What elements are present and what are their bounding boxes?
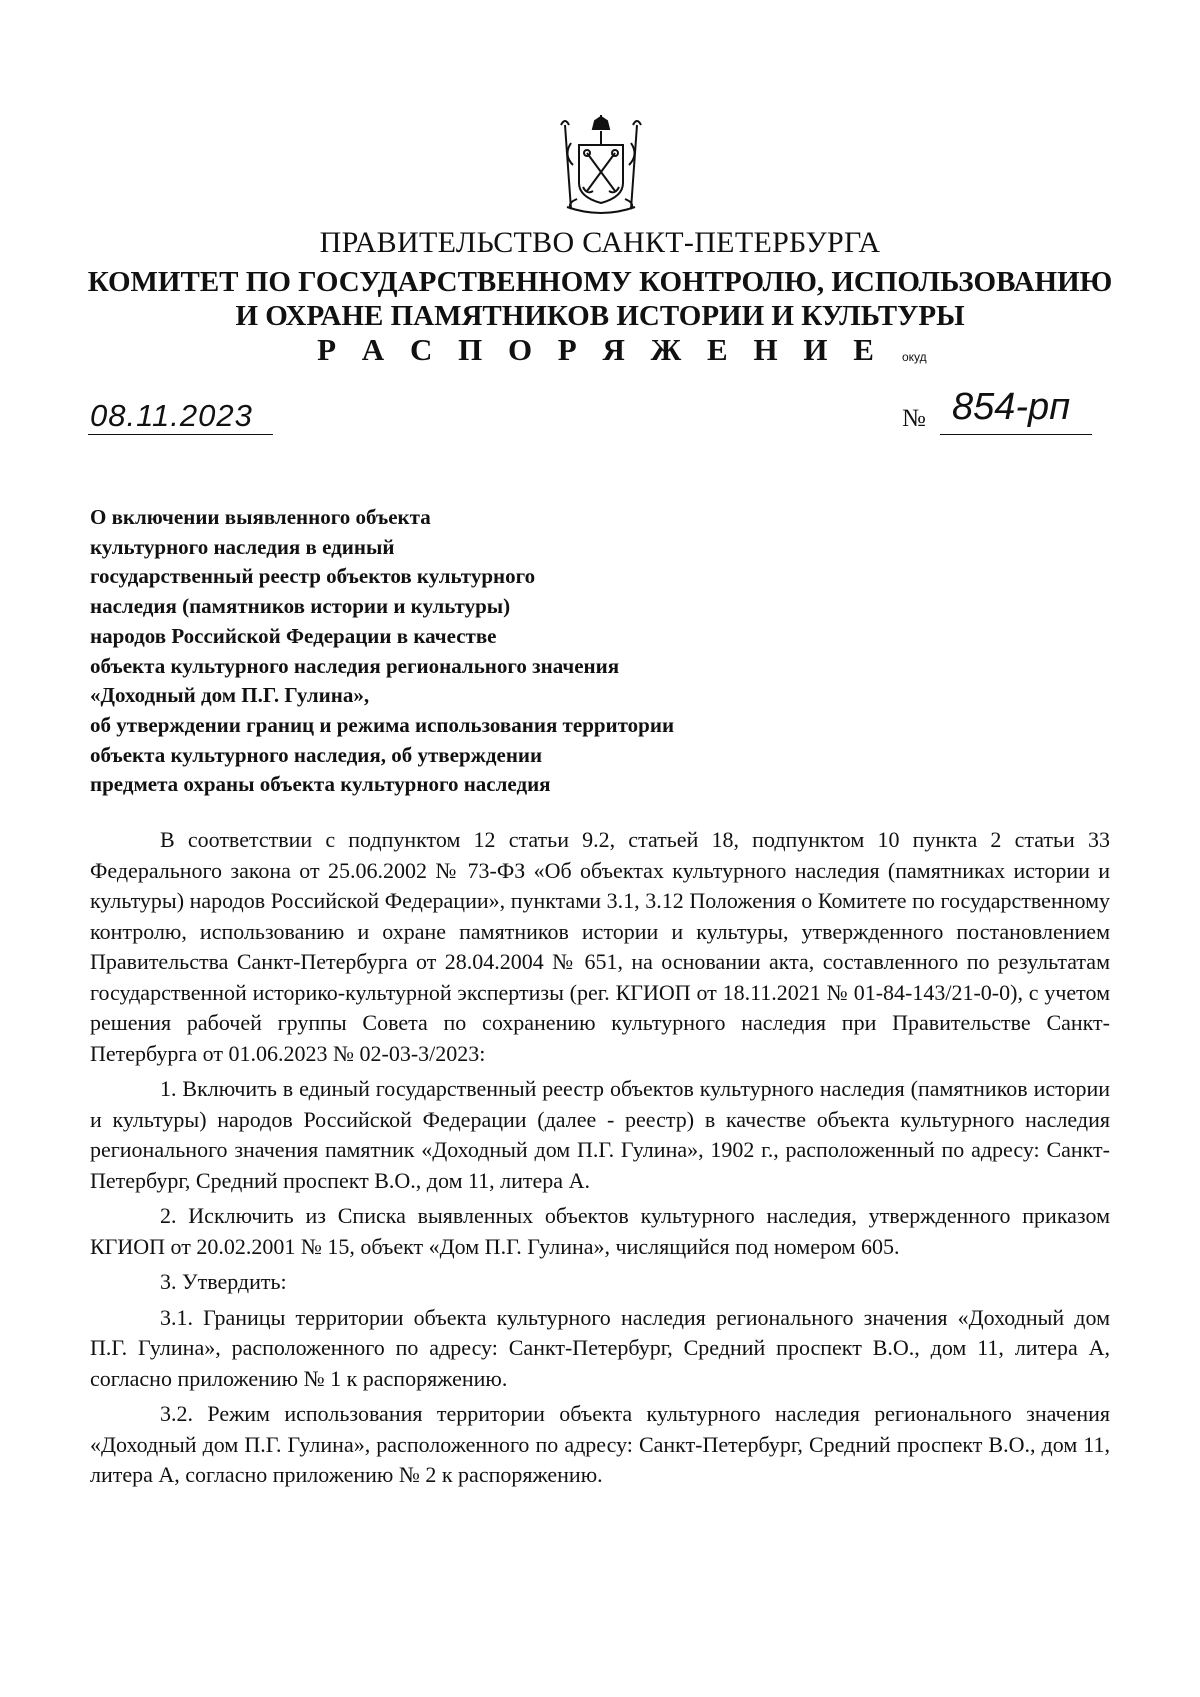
document-subject bbox=[90, 503, 850, 800]
subject-line: культурного наследия в единый bbox=[90, 534, 395, 559]
subject-line: объекта культурного наследия регионального значения bbox=[90, 653, 620, 678]
government-title: ПРАВИТЕЛЬСТВО САНКТ-ПЕТЕРБУРГА bbox=[319, 226, 881, 259]
committee-line-1: КОМИТЕТ ПО ГОСУДАРСТВЕННОМУ КОНТРОЛЮ, ИСПОЛЬЗОВАНИЮ bbox=[87, 266, 1113, 298]
okud-label: окуд bbox=[902, 350, 927, 364]
subject-line: народов Российской Федерации в качестве bbox=[90, 623, 497, 648]
document-body bbox=[90, 825, 1110, 1491]
subject-line: наследия (памятников истории и культуры) bbox=[90, 594, 511, 619]
subject-line: «Доходный дом П.Г. Гулина», bbox=[90, 683, 370, 708]
subject-line: государственный реестр объектов культурного bbox=[90, 564, 536, 589]
subject-line: об утверждении границ и режима использования территории bbox=[90, 712, 675, 737]
item-3-1-paragraph: 3.1. Границы территории объекта культурного наследия регионального значения «Доходный дом П.Г. Гулина», расположенного по адресу: Санкт-Петербург, Средний проспект В.О., дом 11, литера А, согласно приложению № 1 к распоряжению. bbox=[90, 1304, 1110, 1391]
document-number: 854-рп bbox=[952, 386, 1071, 428]
subject-line: предмета охраны объекта культурного наследия bbox=[90, 772, 551, 797]
item-2-paragraph: 2. Исключить из Списка выявленных объектов культурного наследия, утвержденного приказом КГИОП от 20.02.2001 № 15, объект «Дом П.Г. Гулина», числящийся под номером 605. bbox=[90, 1203, 1110, 1259]
committee-name bbox=[0, 265, 1200, 333]
subject-line: объекта культурного наследия, об утверждении bbox=[90, 742, 543, 767]
item-1-paragraph: 1. Включить в единый государственный реестр объектов культурного наследия (памятников истории и культуры) народов Российской Федерации (далее - реестр) в качестве объекта культурного наследия регионального значения памятник «Доходный дом П.Г. Гулина», 1902 г., расположенный по адресу: Санкт-Петербург, Средний проспект В.О., дом 11, литера А. bbox=[90, 1076, 1110, 1193]
number-underline bbox=[940, 434, 1092, 435]
document-type: Р А С П О Р Я Ж Е Н И Е bbox=[317, 332, 883, 367]
subject-line: О включении выявленного объекта bbox=[90, 505, 431, 529]
item-3-paragraph: 3. Утвердить: bbox=[160, 1269, 287, 1294]
item-3-2-paragraph: 3.2. Режим использования территории объекта культурного наследия регионального значения «Доходный дом П.Г. Гулина», расположенного по адресу: Санкт-Петербург, Средний проспект В.О., дом 11, литера А, согласно приложению № 2 к распоряжению. bbox=[90, 1401, 1110, 1487]
preamble-paragraph: В соответствии с подпунктом 12 статьи 9.2, статьей 18, подпунктом 10 пункта 2 статьи 33 Федерального закона от 25.06.2002 № 73-ФЗ «Об объектах культурного наследия (памятниках истории и культуры) народов Российской Федерации», пунктами 3.1, 3.12 Положения о Комитете по государственному контролю, использованию и охране памятников истории и культуры, утвержденного постановлением Правительства Санкт-Петербурга от 28.04.2004 № 651, на основании акта, составленного по результатам государственной историко-культурной экспертизы (рег. КГИОП от 18.11.2021 № 01-84-143/21-0-0), с учетом решения рабочей группы Совета по сохранению культурного наследия при Правительстве Санкт-Петербурга от 01.06.2023 № 02-03-3/2023: bbox=[90, 827, 1110, 1066]
coat-of-arms-icon bbox=[555, 115, 647, 215]
committee-line-2: И ОХРАНЕ ПАМЯТНИКОВ ИСТОРИИ И КУЛЬТУРЫ bbox=[235, 300, 965, 332]
date-underline bbox=[88, 434, 273, 435]
number-sign: № bbox=[902, 405, 926, 432]
document-date: 08.11.2023 bbox=[90, 398, 253, 433]
